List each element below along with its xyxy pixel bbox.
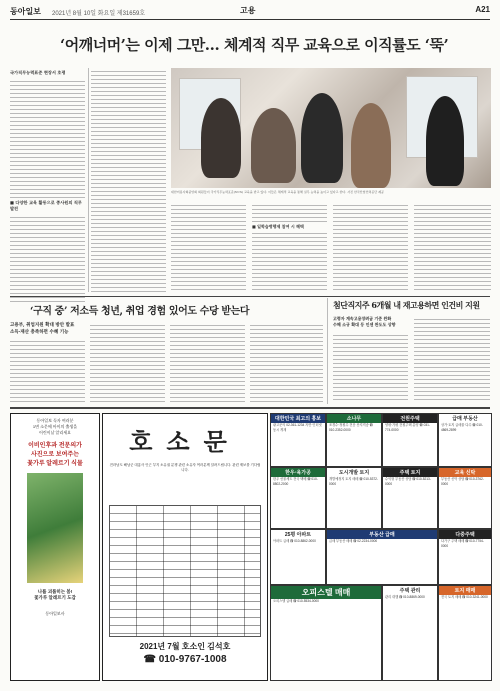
notice-footer: 2021년 7월 호소인 김석호	[139, 642, 231, 651]
story2-lede-1: 고용부, 취업지원 확대 방안 발표	[10, 323, 75, 328]
section-name: 고용	[240, 6, 256, 15]
notice-phone: ☎ 010-9767-1008	[143, 654, 227, 665]
body-text	[91, 68, 166, 292]
news-photo-hair-salon	[171, 68, 491, 188]
body-text	[414, 316, 490, 403]
body-text	[10, 214, 85, 304]
column-divider	[88, 68, 89, 292]
story2-lede	[10, 322, 85, 336]
ad-item: 25평 아파트 아파트 급매 ☎ 010-8862-0000	[270, 529, 326, 585]
masthead	[10, 5, 490, 20]
story2-lede-2: 소득·재산 충족하면 수혜 기능	[10, 330, 69, 335]
ad-item: 교육 신탁 부동산 신탁 상담 ☎ 010-3762-0000	[438, 467, 492, 529]
story2-headline: ‘구직 중’ 저소득 청년, 취업 경험 있어도 수당 받는다	[30, 306, 250, 317]
body-text	[10, 78, 85, 198]
ad-item: 주택 토지 수익형 부동산 상담 ☎ 010-5213-0000	[382, 467, 438, 529]
ad-item: 다중주택 다가구 주택 매매 ☎ 010-7754-0000	[438, 529, 492, 585]
body-text	[333, 332, 408, 403]
photo-caption: 대한미용사회중앙회 회원들이 국가직무능력표준(NCS) 교육을 받고 있다. 이들은 체계적 교육을 통해 실무 능력을 높이고 있다고 한다. 사진 한국산업인력공단 제공	[171, 190, 384, 194]
column-divider	[327, 298, 328, 404]
top-story-headline: ‘어깨너머’는 이제 그만… 체계적 직무 교육으로 이직률도 ‘뚝’	[60, 36, 449, 54]
ad-item: 대한민국 최고의 홍보 광고문의 02-361-1234 지면·인터넷 동시 게재	[270, 413, 326, 467]
story3-headline: 첨단직지주 6개월 내 재고용하면 인건비 지원	[333, 300, 480, 310]
top-story-column-2	[91, 68, 166, 292]
notice-table	[109, 505, 261, 637]
body-text	[10, 338, 85, 403]
page-number: A21	[475, 5, 490, 14]
ad-item: 급매 부동산 상가·토지 급매물 다수 ☎ 010-4869-2899	[438, 413, 492, 467]
newspaper-logo: 동아일보	[10, 7, 41, 16]
issue-date: 2021년 8월 10일 화요일 제31659호	[52, 11, 146, 17]
ad-item: 오피스텔 매매 오피스텔 급매 ☎ 010-5534-0000	[270, 585, 382, 681]
ad-item: 주택 관리 관리 대행 ☎ 010-8869-0000	[382, 585, 438, 681]
story3-lede	[333, 316, 408, 328]
top-story-subhead: 국가직무능력표준 현장서 호평	[10, 70, 66, 75]
notice-title: 호소문	[129, 429, 241, 456]
body-text	[170, 322, 245, 403]
ad-item: 소나무 조경수·정원수 전문 산지직송 ☎ 010-2352-0000	[326, 413, 382, 467]
ad-item: 부동산 급매 급매 부동산 매매 ☎ 02-2234-0000	[326, 529, 438, 585]
top-story-lower-columns	[171, 202, 491, 292]
ad-item: 도시개발 토지 개발예정지 토지 매매 ☎ 010-5372-0000	[326, 467, 382, 529]
top-story-column-1	[10, 68, 85, 292]
story3-lede-2: 수혜 소규 확대 등 인센 완도도 상향	[333, 322, 396, 327]
top-story-subhead-3: ■ 일학습병행제 참여 시 혜택	[252, 224, 327, 230]
book-cover-image	[27, 473, 83, 583]
ad-item: 한우·육가공 한우 선물세트 전국 택배 ☎ 010-8802-2000	[270, 467, 326, 529]
body-text	[90, 322, 165, 403]
body-text	[250, 322, 323, 403]
notice-body: 전라남도 해남군 대흥사 인근 부지 소유권 분쟁 관련 소유자 여러분께 알려드립니다. 관련 제보를 기다립니다.	[109, 463, 261, 472]
classified-ads	[270, 413, 490, 679]
section-divider	[10, 296, 490, 297]
ad-item: 토지 매매 전국 토지 매매 ☎ 010-3241-0000	[438, 585, 492, 681]
story3-lede-1: 고령자 계속고용장려금 기준 완화	[333, 316, 392, 321]
top-story-subhead-2: ■ 다양한 교육 활동으로 종사원의 직무 발전	[10, 200, 82, 211]
public-notice	[102, 413, 268, 681]
ad-section-divider	[10, 407, 490, 409]
ad-item: 전원주택 양평·가평 전원주택 분양 ☎ 031-774-0000	[382, 413, 438, 467]
book-promotion-ad: 동아일보 독자 여러분 1면 소문에 아이의 출생을 어린이날 알리세요 이비인후과 전문의가 사진으로 보여주는 꽃가루 알레르기 식물 나를 괴롭히는 봄! 꽃가루 알레르기 도감 동아일보사	[10, 413, 100, 681]
